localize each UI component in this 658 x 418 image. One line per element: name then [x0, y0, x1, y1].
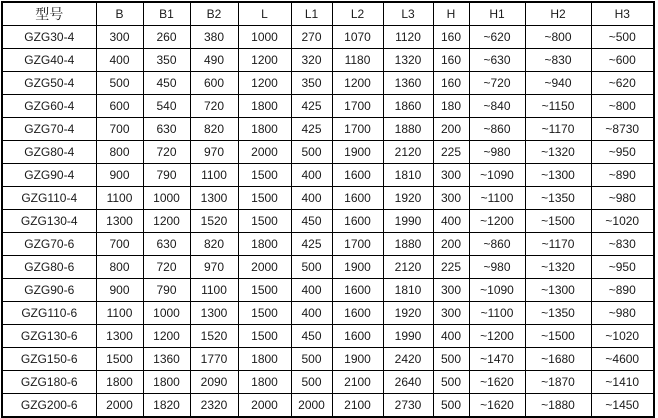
value-cell: 180: [433, 95, 469, 118]
value-cell: 1700: [332, 118, 383, 141]
value-cell: 425: [291, 118, 332, 141]
table-row: [2, 141, 654, 164]
value-cell: 160: [433, 26, 469, 49]
value-cell: ~860: [469, 233, 525, 256]
value-cell: 720: [143, 256, 190, 279]
value-cell: 2640: [383, 371, 433, 394]
spec-table: [1, 1, 655, 418]
value-cell: 450: [291, 325, 332, 348]
model-cell: GZG90-4: [2, 164, 96, 187]
value-cell: 2000: [96, 394, 143, 418]
value-cell: 2000: [238, 256, 291, 279]
model-cell: GZG80-6: [2, 256, 96, 279]
table-row: [2, 279, 654, 302]
value-cell: 1200: [143, 325, 190, 348]
value-cell: ~980: [469, 256, 525, 279]
value-cell: ~1170: [525, 118, 591, 141]
value-cell: 1820: [143, 394, 190, 418]
value-cell: 160: [433, 72, 469, 95]
value-cell: 350: [143, 49, 190, 72]
column-header: L: [238, 2, 291, 26]
value-cell: 600: [190, 72, 238, 95]
model-cell: GZG70-6: [2, 233, 96, 256]
value-cell: 1300: [190, 302, 238, 325]
value-cell: 1000: [238, 26, 291, 49]
model-cell: GZG30-4: [2, 26, 96, 49]
table-row: [2, 72, 654, 95]
value-cell: 300: [433, 279, 469, 302]
value-cell: 1800: [96, 371, 143, 394]
value-cell: ~600: [591, 49, 654, 72]
column-header: L3: [383, 2, 433, 26]
value-cell: 2120: [383, 141, 433, 164]
column-header: H3: [591, 2, 654, 26]
value-cell: 820: [190, 233, 238, 256]
table-row: [2, 164, 654, 187]
value-cell: 1500: [238, 164, 291, 187]
model-cell: GZG110-6: [2, 302, 96, 325]
value-cell: 1880: [383, 118, 433, 141]
table-row: [2, 95, 654, 118]
value-cell: 1360: [143, 348, 190, 371]
value-cell: 1500: [238, 279, 291, 302]
value-cell: 1100: [96, 187, 143, 210]
table-row: [2, 118, 654, 141]
value-cell: 700: [96, 233, 143, 256]
value-cell: 2090: [190, 371, 238, 394]
value-cell: ~950: [591, 256, 654, 279]
value-cell: 1600: [332, 279, 383, 302]
value-cell: 1800: [238, 233, 291, 256]
table-row: [2, 371, 654, 394]
value-cell: 600: [96, 95, 143, 118]
value-cell: 1990: [383, 325, 433, 348]
value-cell: 1600: [332, 210, 383, 233]
value-cell: ~1870: [525, 371, 591, 394]
value-cell: 1320: [383, 49, 433, 72]
value-cell: 500: [291, 141, 332, 164]
value-cell: 1100: [190, 164, 238, 187]
value-cell: ~1500: [525, 325, 591, 348]
model-cell: GZG80-4: [2, 141, 96, 164]
value-cell: 500: [291, 371, 332, 394]
value-cell: ~1620: [469, 394, 525, 418]
value-cell: ~1620: [469, 371, 525, 394]
model-cell: GZG90-6: [2, 279, 96, 302]
value-cell: 400: [433, 210, 469, 233]
table-row: [2, 187, 654, 210]
column-header: L2: [332, 2, 383, 26]
value-cell: 1600: [332, 325, 383, 348]
value-cell: 1500: [238, 187, 291, 210]
value-cell: 1800: [238, 371, 291, 394]
value-cell: 1300: [96, 325, 143, 348]
value-cell: 260: [143, 26, 190, 49]
table-row: [2, 394, 654, 418]
value-cell: 270: [291, 26, 332, 49]
value-cell: 425: [291, 95, 332, 118]
value-cell: 1920: [383, 187, 433, 210]
value-cell: 400: [291, 279, 332, 302]
value-cell: 400: [291, 187, 332, 210]
value-cell: 1860: [383, 95, 433, 118]
value-cell: 425: [291, 233, 332, 256]
table-row: [2, 49, 654, 72]
column-header: B1: [143, 2, 190, 26]
model-cell: GZG130-4: [2, 210, 96, 233]
value-cell: 450: [143, 72, 190, 95]
value-cell: ~840: [469, 95, 525, 118]
value-cell: ~1090: [469, 164, 525, 187]
header-row: [2, 2, 654, 26]
value-cell: 630: [143, 233, 190, 256]
value-cell: ~1100: [469, 302, 525, 325]
value-cell: 500: [433, 371, 469, 394]
value-cell: ~720: [469, 72, 525, 95]
value-cell: 380: [190, 26, 238, 49]
model-cell: GZG50-4: [2, 72, 96, 95]
value-cell: 1300: [190, 187, 238, 210]
value-cell: 2000: [238, 394, 291, 418]
table-row: [2, 348, 654, 371]
value-cell: ~1450: [591, 394, 654, 418]
value-cell: 1800: [143, 371, 190, 394]
value-cell: 1990: [383, 210, 433, 233]
value-cell: 2100: [332, 394, 383, 418]
value-cell: 1700: [332, 233, 383, 256]
value-cell: 900: [96, 164, 143, 187]
value-cell: ~830: [525, 49, 591, 72]
model-cell: GZG150-6: [2, 348, 96, 371]
value-cell: ~1100: [469, 187, 525, 210]
value-cell: 630: [143, 118, 190, 141]
value-cell: 200: [433, 233, 469, 256]
value-cell: 1000: [143, 302, 190, 325]
value-cell: 1810: [383, 279, 433, 302]
column-header: B: [96, 2, 143, 26]
value-cell: ~1350: [525, 187, 591, 210]
value-cell: 2730: [383, 394, 433, 418]
value-cell: ~8730: [591, 118, 654, 141]
table-row: [2, 302, 654, 325]
value-cell: 970: [190, 256, 238, 279]
value-cell: ~1090: [469, 279, 525, 302]
model-cell: GZG200-6: [2, 394, 96, 418]
value-cell: 1360: [383, 72, 433, 95]
value-cell: 1500: [238, 302, 291, 325]
value-cell: 2000: [291, 394, 332, 418]
value-cell: 400: [433, 325, 469, 348]
value-cell: ~1680: [525, 348, 591, 371]
value-cell: 500: [433, 348, 469, 371]
column-header: H: [433, 2, 469, 26]
value-cell: 1200: [143, 210, 190, 233]
value-cell: 1180: [332, 49, 383, 72]
value-cell: 1810: [383, 164, 433, 187]
value-cell: ~800: [591, 95, 654, 118]
value-cell: 1900: [332, 348, 383, 371]
value-cell: ~1350: [525, 302, 591, 325]
value-cell: 400: [291, 164, 332, 187]
value-cell: 1500: [238, 210, 291, 233]
value-cell: 790: [143, 164, 190, 187]
value-cell: ~1470: [469, 348, 525, 371]
value-cell: ~620: [469, 26, 525, 49]
value-cell: ~1020: [591, 210, 654, 233]
value-cell: 1200: [238, 49, 291, 72]
value-cell: ~1300: [525, 279, 591, 302]
value-cell: 450: [291, 210, 332, 233]
value-cell: 2100: [332, 371, 383, 394]
table-body: [2, 26, 654, 418]
model-cell: GZG40-4: [2, 49, 96, 72]
table-row: [2, 325, 654, 348]
column-header: B2: [190, 2, 238, 26]
value-cell: 540: [143, 95, 190, 118]
model-cell: GZG180-6: [2, 371, 96, 394]
value-cell: 490: [190, 49, 238, 72]
value-cell: 1500: [238, 325, 291, 348]
value-cell: 1200: [238, 72, 291, 95]
value-cell: 970: [190, 141, 238, 164]
value-cell: 1600: [332, 302, 383, 325]
value-cell: ~1170: [525, 233, 591, 256]
value-cell: ~4600: [591, 348, 654, 371]
value-cell: 225: [433, 141, 469, 164]
value-cell: 2420: [383, 348, 433, 371]
value-cell: 160: [433, 49, 469, 72]
value-cell: ~980: [591, 302, 654, 325]
value-cell: ~890: [591, 279, 654, 302]
value-cell: 1000: [143, 187, 190, 210]
value-cell: 1800: [238, 348, 291, 371]
value-cell: 2120: [383, 256, 433, 279]
value-cell: 1300: [96, 210, 143, 233]
value-cell: 1100: [96, 302, 143, 325]
model-cell: GZG60-4: [2, 95, 96, 118]
column-header: H2: [525, 2, 591, 26]
value-cell: 1120: [383, 26, 433, 49]
value-cell: 1800: [238, 95, 291, 118]
value-cell: 820: [190, 118, 238, 141]
value-cell: ~980: [469, 141, 525, 164]
value-cell: 720: [143, 141, 190, 164]
value-cell: 1600: [332, 164, 383, 187]
value-cell: 1520: [190, 210, 238, 233]
value-cell: ~940: [525, 72, 591, 95]
model-cell: GZG70-4: [2, 118, 96, 141]
value-cell: 800: [96, 256, 143, 279]
value-cell: ~1020: [591, 325, 654, 348]
value-cell: 700: [96, 118, 143, 141]
model-cell: GZG110-4: [2, 187, 96, 210]
table-row: [2, 256, 654, 279]
column-header: H1: [469, 2, 525, 26]
column-header-model: 型号: [2, 2, 96, 26]
value-cell: 1500: [96, 348, 143, 371]
value-cell: 400: [96, 49, 143, 72]
value-cell: 790: [143, 279, 190, 302]
value-cell: ~1410: [591, 371, 654, 394]
value-cell: ~1150: [525, 95, 591, 118]
table-row: [2, 26, 654, 49]
value-cell: 300: [433, 164, 469, 187]
value-cell: 200: [433, 118, 469, 141]
table-row: [2, 210, 654, 233]
value-cell: 1880: [383, 233, 433, 256]
value-cell: 1700: [332, 95, 383, 118]
value-cell: ~1200: [469, 210, 525, 233]
value-cell: 500: [291, 348, 332, 371]
value-cell: 300: [433, 302, 469, 325]
value-cell: 320: [291, 49, 332, 72]
value-cell: 1600: [332, 187, 383, 210]
value-cell: 500: [96, 72, 143, 95]
column-header: L1: [291, 2, 332, 26]
value-cell: ~860: [469, 118, 525, 141]
value-cell: 800: [96, 141, 143, 164]
value-cell: ~800: [525, 26, 591, 49]
value-cell: 1900: [332, 256, 383, 279]
value-cell: 400: [291, 302, 332, 325]
value-cell: 1900: [332, 141, 383, 164]
value-cell: 720: [190, 95, 238, 118]
value-cell: ~890: [591, 164, 654, 187]
value-cell: 500: [291, 256, 332, 279]
value-cell: 1200: [332, 72, 383, 95]
value-cell: 1070: [332, 26, 383, 49]
value-cell: 2000: [238, 141, 291, 164]
value-cell: 2320: [190, 394, 238, 418]
value-cell: 1770: [190, 348, 238, 371]
value-cell: 1100: [190, 279, 238, 302]
value-cell: ~1200: [469, 325, 525, 348]
value-cell: ~830: [591, 233, 654, 256]
model-cell: GZG130-6: [2, 325, 96, 348]
value-cell: ~950: [591, 141, 654, 164]
value-cell: ~1500: [525, 210, 591, 233]
value-cell: 1520: [190, 325, 238, 348]
value-cell: 225: [433, 256, 469, 279]
table-row: [2, 233, 654, 256]
value-cell: 1920: [383, 302, 433, 325]
value-cell: ~980: [591, 187, 654, 210]
value-cell: 900: [96, 279, 143, 302]
value-cell: 350: [291, 72, 332, 95]
value-cell: ~1880: [525, 394, 591, 418]
value-cell: 300: [433, 187, 469, 210]
value-cell: ~1300: [525, 164, 591, 187]
value-cell: ~620: [591, 72, 654, 95]
value-cell: ~630: [469, 49, 525, 72]
value-cell: ~1320: [525, 256, 591, 279]
value-cell: ~500: [591, 26, 654, 49]
value-cell: 500: [433, 394, 469, 418]
value-cell: 300: [96, 26, 143, 49]
value-cell: ~1320: [525, 141, 591, 164]
value-cell: 1800: [238, 118, 291, 141]
